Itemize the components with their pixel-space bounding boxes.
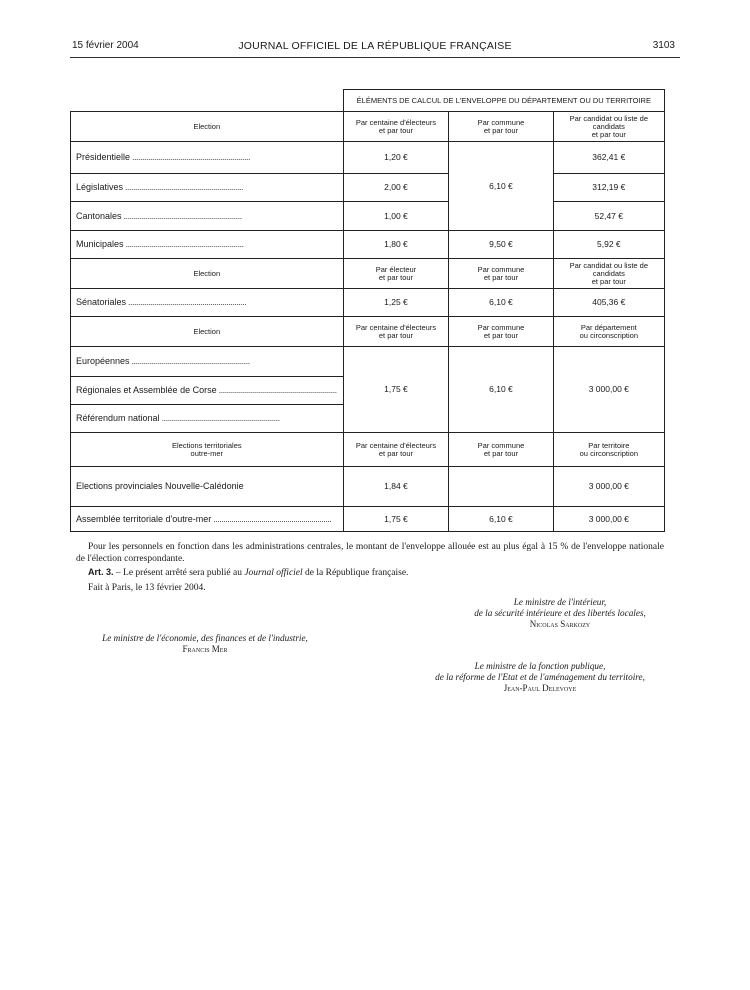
cell-value: 1,00 € [343,202,449,231]
section3-header-row [71,317,665,347]
cell-value: 1,80 € [343,231,449,259]
public-title-line2: de la réforme de l'Etat et de l'aménagement du territoire, [435,672,645,682]
section2-header-col2: Par commune et par tour [449,259,553,289]
table-title: ÉLÉMENTS DE CALCUL DE L'ENVELOPPE DU DÉPARTEMENT OU DU TERRITOIRE [343,90,664,112]
interior-title-line2: de la sécurité intérieure et des libertés locales, [474,608,646,618]
section4-header-row [71,433,665,467]
row-label: Elections provinciales Nouvelle-Calédonie [71,467,344,507]
row-label: Européennes ..... [71,347,344,377]
allocation-table [70,89,665,532]
cell-value: 312,19 € [553,174,664,202]
section1-header-col2: Par commune et par tour [449,112,553,142]
section2-header-col1: Par électeur et par tour [343,259,449,289]
section1-header-col1: Par centaine d'électeurs et par tour [343,112,449,142]
cell-value: 1,20 € [343,142,449,174]
merged-commune-value: 6,10 € [449,142,553,231]
cell-value: 3 000,00 € [553,467,664,507]
section3-header-col1: Par centaine d'électeurs et par tour [343,317,449,347]
article-italic: Journal officiel [244,568,303,578]
cell-value: 9,50 € [449,231,553,259]
public-minister-name: Jean-Paul Delevoye [503,683,577,693]
table-row [71,231,665,259]
cell-value: 405,36 € [553,289,664,317]
cell-value: 362,41 € [553,142,664,174]
paragraph-personnel: Pour les personnels en fonction dans les administrations centrales, le montant de l'enveloppe allouée est au plus égal à 15 % de l'enveloppe nationale de l'élection correspondante. [76,542,664,564]
section4-header-col2: Par commune et par tour [449,433,553,467]
interior-minister-name: Nicolas Sarkozy [529,619,591,629]
fait-a-paris: Fait à Paris, le 13 février 2004. [88,583,206,593]
cell-value: 1,25 € [343,289,449,317]
row-label: Référendum national ..... [71,405,344,433]
table-row [71,142,665,174]
cell-value: 6,10 € [449,507,553,532]
public-title-line1: Le ministre de la fonction publique, [474,661,606,671]
article-text-after: de la République française. [302,568,409,578]
row-label: Sénatoriales ..... [71,289,344,317]
section1-header-election: Election [71,112,344,142]
row-label: Assemblée territoriale d'outre-mer ..... [71,507,344,532]
section4-header-col3: Par territoire ou circonscription [553,433,664,467]
table-row [71,202,665,231]
page-number: 3103 [652,40,675,51]
cell-value: 1,75 € [343,507,449,532]
signature-interior [440,597,680,630]
section2-header-col3: Par candidat ou liste de candidats et par tour [553,259,664,289]
section3-header-col3: Par département ou circonscription [553,317,664,347]
table-row [71,347,665,377]
table-row [71,289,665,317]
interior-title-line1: Le ministre de l'intérieur, [513,597,607,607]
article-label: Art. 3. [88,567,114,577]
cell-value [449,467,553,507]
header-date: 15 février 2004 [72,40,139,51]
economy-title: Le ministre de l'économie, des finances et de l'industrie, [102,633,308,643]
merged-electeurs-value: 1,75 € [343,347,449,433]
section3-header-col2: Par commune et par tour [449,317,553,347]
cell-value: 5,92 € [553,231,664,259]
row-label: Régionales et Assemblée de Corse ..... [71,377,344,405]
cell-value: 3 000,00 € [553,507,664,532]
row-label: Cantonales ..... [71,202,344,231]
table-row [71,507,665,532]
section2-header-row [71,259,665,289]
row-label: Présidentielle ..... [71,142,344,174]
signature-public-service [400,661,680,694]
section1-header-row [71,112,665,142]
cell-value: 1,84 € [343,467,449,507]
journal-title: JOURNAL OFFICIEL DE LA RÉPUBLIQUE FRANÇAISE [238,40,512,52]
section3-header-election: Election [71,317,344,347]
section4-header-col1: Par centaine d'électeurs et par tour [343,433,449,467]
economy-minister-name: Francis Mer [182,644,228,654]
row-label: Municipales ..... [71,231,344,259]
merged-commune-value: 6,10 € [449,347,553,433]
article-text-before: – Le présent arrêté sera publié au [113,568,245,578]
article-3 [76,566,664,579]
header-rule [70,57,680,58]
merged-departement-value: 3 000,00 € [553,347,664,433]
section2-header-election: Election [71,259,344,289]
table-row [71,174,665,202]
signature-economy [70,633,340,655]
table-row [71,467,665,507]
section4-header-election: Elections territoriales outre-mer [71,433,344,467]
cell-value: 6,10 € [449,289,553,317]
row-label: Législatives ..... [71,174,344,202]
table-title-row [71,90,665,112]
section1-header-col3: Par candidat ou liste de candidats et par tour [553,112,664,142]
cell-value: 2,00 € [343,174,449,202]
cell-value: 52,47 € [553,202,664,231]
